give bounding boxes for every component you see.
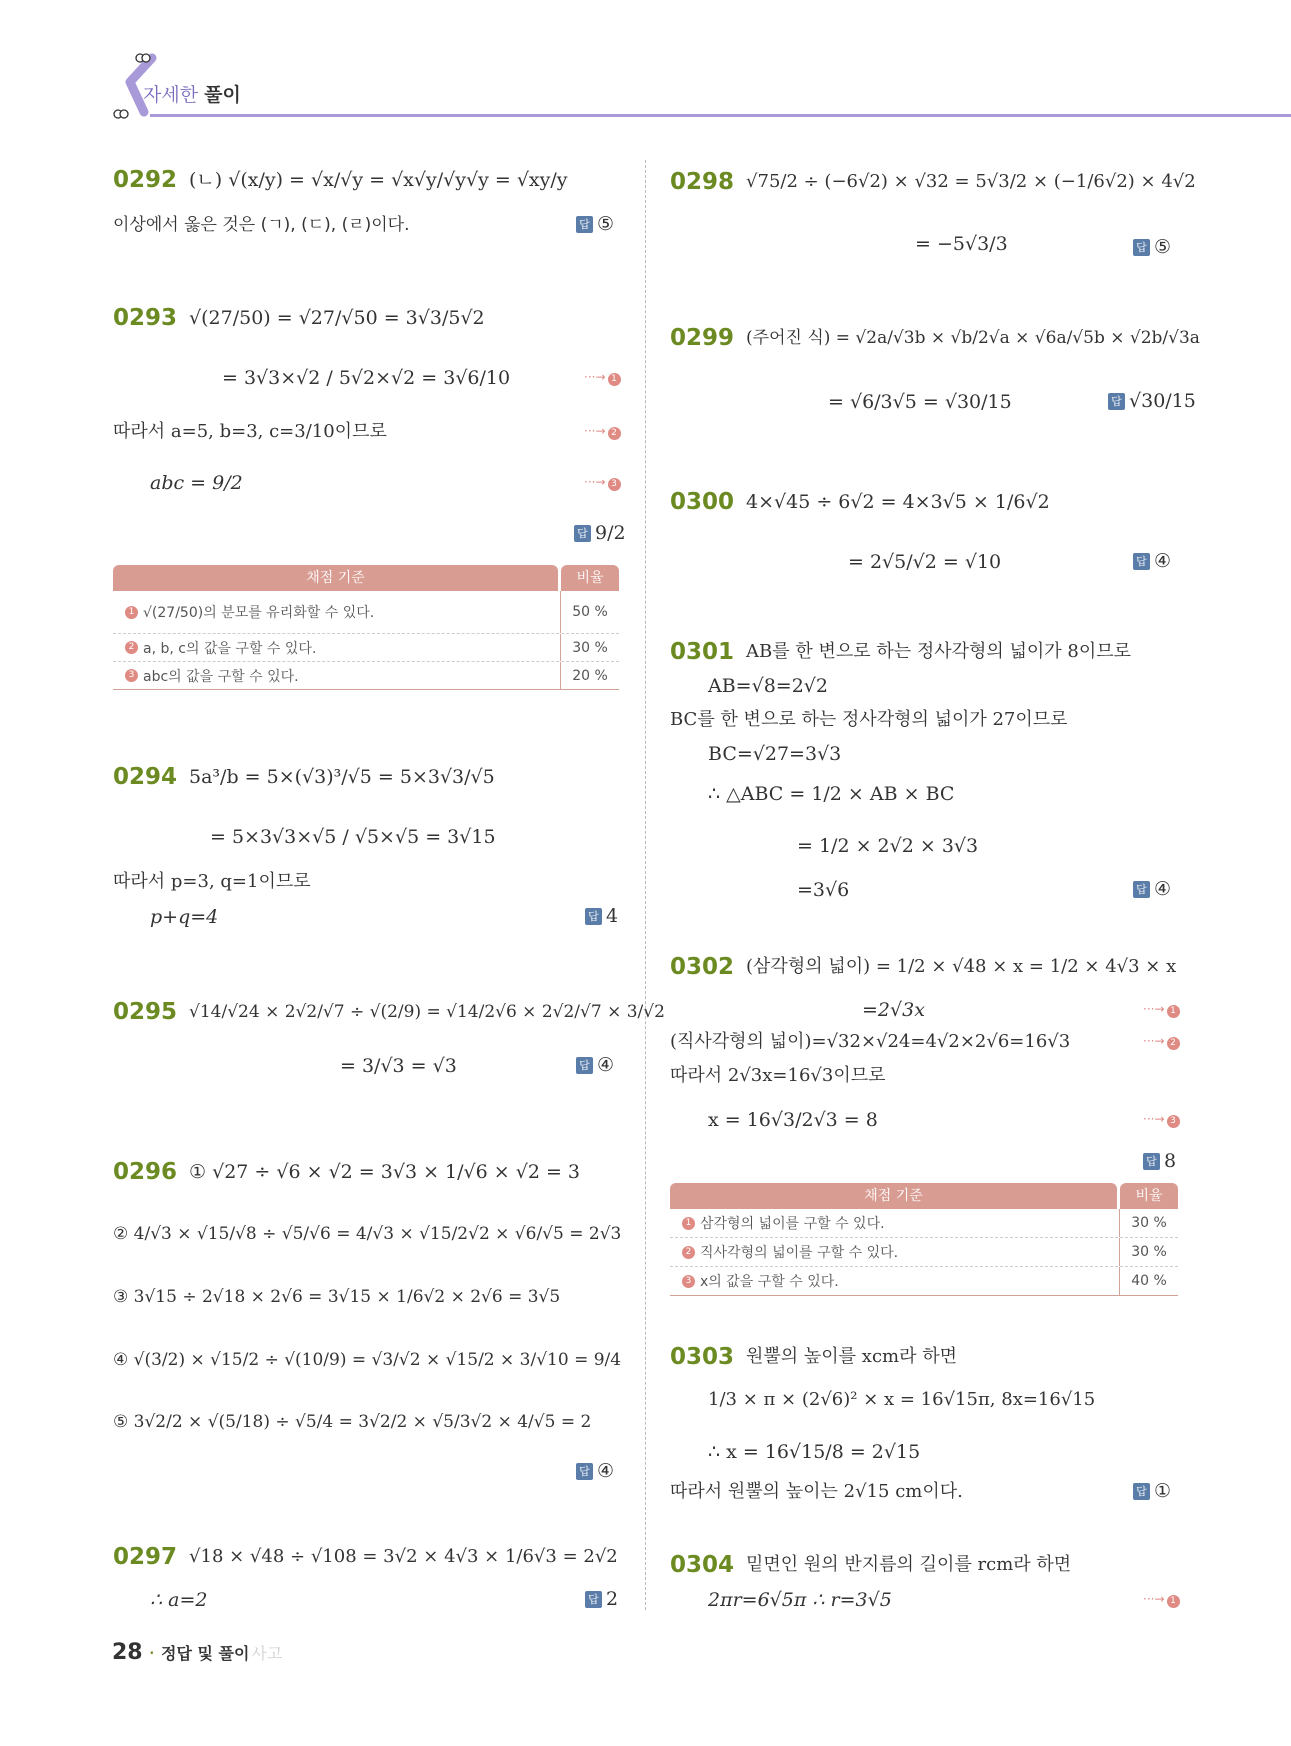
step-mark: ···→ 1: [1143, 1592, 1180, 1608]
problem-0301-line7: =3√6: [797, 879, 850, 901]
problem-0293-line2: = 3√3×√2 / 5√2×√2 = 3√6/10: [222, 367, 511, 389]
problem-0301-line1: 0301 AB를 한 변으로 하는 정사각형의 넓이가 8이므로: [670, 639, 1132, 665]
step-mark: ···→ 3: [584, 475, 621, 491]
problem-0300-line1: 0300 4×√45 ÷ 6√2 = 4×3√5 × 1/6√2: [670, 489, 1050, 515]
answer-0300: 답 ④: [1133, 550, 1171, 572]
answer-0295: 답 ④: [576, 1054, 614, 1076]
step-mark: ···→ 1: [1143, 1002, 1180, 1018]
problem-0303-line2: 1/3 × π × (2√6)² × x = 16√15π, 8x=16√15: [708, 1389, 1096, 1410]
problem-0300-line2: = 2√5/√2 = √10: [848, 551, 1002, 573]
problem-0293-line3: 따라서 a=5, b=3, c=3/10이므로: [113, 421, 387, 442]
answer-0298: 답 ⑤: [1133, 236, 1171, 258]
answer-0301: 답 ④: [1133, 878, 1171, 900]
problem-0293-line1: 0293 √(27/50) = √27/√50 = 3√3/5√2: [113, 305, 485, 331]
problem-0296-line2: ② 4/√3 × √15/√8 ÷ √5/√6 = 4/√3 × √15/2√2 × √6/√5 = 2√3: [113, 1224, 622, 1244]
problem-0302-line1: 0302 (삼각형의 넓이) = 1/2 × √48 × x = 1/2 × 4√3 × x: [670, 954, 1177, 980]
answer-0294: 답 4: [585, 905, 618, 927]
step-mark: ···→ 2: [584, 424, 621, 440]
page-footer: 28 · 정답 및 풀이 사고: [112, 1640, 283, 1665]
problem-0296-line3: ③ 3√15 ÷ 2√18 × 2√6 = 3√15 × 1/6√2 × 2√6 = 3√5: [113, 1287, 561, 1307]
header-rule: [150, 114, 1291, 117]
problem-0294-line2: = 5×3√3×√5 / √5×√5 = 3√15: [210, 826, 496, 848]
problem-0303-line3: ∴ x = 16√15/8 = 2√15: [708, 1441, 921, 1463]
problem-0301-line2: AB=√8=2√2: [708, 675, 829, 697]
problem-0298-line1: 0298 √75/2 ÷ (−6√2) × √32 = 5√3/2 × (−1/6√2) × 4√2: [670, 169, 1196, 195]
answer-0297: 답 2: [585, 1588, 618, 1610]
problem-0301-line5: ∴ △ABC = 1/2 × AB × BC: [708, 783, 955, 805]
problem-0304-line2: 2πr=6√5π ∴ r=3√5: [708, 1589, 892, 1611]
header-title: 자세한 풀이: [143, 84, 241, 106]
answer-0299: 답 √30/15: [1108, 390, 1196, 412]
problem-0302-line3: (직사각형의 넓이)=√32×√24=4√2×2√6=16√3: [670, 1031, 1071, 1052]
problem-0294-line1: 0294 5a³/b = 5×(√3)³/√5 = 5×3√3/√5: [113, 764, 495, 790]
problem-0301-line3: BC를 한 변으로 하는 정사각형의 넓이가 27이므로: [670, 709, 1068, 730]
problem-0302-line2: =2√3x: [862, 999, 925, 1021]
problem-0304-line1: 0304 밑면인 원의 반지름의 길이를 rcm라 하면: [670, 1552, 1072, 1578]
problem-0293-line4: abc = 9/2: [150, 472, 243, 494]
step-mark: ···→ 2: [1143, 1034, 1180, 1050]
step-mark: ···→ 3: [1143, 1112, 1180, 1128]
problem-0298-line2: = −5√3/3: [915, 233, 1008, 255]
problem-0294-line3: 따라서 p=3, q=1이므로: [113, 871, 311, 892]
problem-0303-line1: 0303 원뿔의 높이를 xcm라 하면: [670, 1344, 957, 1370]
problem-0297-line2: ∴ a=2: [150, 1589, 208, 1611]
problem-0299-line1: 0299 (주어진 식) = √2a/√3b × √b/2√a × √6a/√5b × √2b/√3a: [670, 325, 1200, 351]
answer-0303: 답 ①: [1133, 1480, 1171, 1502]
problem-0292-line1: 0292 (ㄴ) √(x/y) = √x/√y = √x√y/√y√y = √xy/y: [113, 167, 568, 193]
problem-0302-line4: 따라서 2√3x=16√3이므로: [670, 1065, 886, 1086]
problem-0296-line5: ⑤ 3√2/2 × √(5/18) ÷ √5/4 = 3√2/2 × √5/3√2 × 4/√5 = 2: [113, 1412, 592, 1432]
scoring-table-1: 채점 기준 비율 1 √(27/50)의 분모를 유리화할 수 있다. 50 % 2 a, b, c의 값을 구할 수 있다. 30 % 3 abc의 값을 구할 수 있다. 20 %: [113, 565, 619, 690]
answer-0302: 답 8: [1143, 1150, 1176, 1172]
problem-0295-line2: = 3/√3 = √3: [340, 1055, 457, 1077]
column-divider: [645, 160, 646, 1610]
problem-0303-line4: 따라서 원뿔의 높이는 2√15 cm이다.: [670, 1481, 963, 1502]
problem-0295-line1: 0295 √14/√24 × 2√2/√7 ÷ √(2/9) = √14/2√6 × 2√2/√7 × 3/√2: [113, 999, 665, 1025]
problem-0294-line4: p+q=4: [150, 906, 219, 928]
problem-0292-line2: 이상에서 옳은 것은 (ㄱ), (ㄷ), (ㄹ)이다.: [113, 215, 410, 235]
problem-0302-line5: x = 16√3/2√3 = 8: [708, 1109, 878, 1131]
problem-0297-line1: 0297 √18 × √48 ÷ √108 = 3√2 × 4√3 × 1/6√3 = 2√2: [113, 1544, 618, 1570]
problem-0299-line2: = √6/3√5 = √30/15: [828, 391, 1012, 413]
problem-0301-line4: BC=√27=3√3: [708, 743, 842, 765]
problem-0296-line4: ④ √(3/2) × √15/2 ÷ √(10/9) = √3/√2 × √15/2 × 3/√10 = 9/4: [113, 1350, 622, 1370]
answer-0296: 답 ④: [576, 1460, 614, 1482]
answer-0293: 답 9/2: [574, 522, 626, 544]
step-mark: ···→ 1: [584, 370, 621, 386]
scoring-table-2: 채점 기준 비율 1 삼각형의 넓이를 구할 수 있다. 30 % 2 직사각형의 넓이를 구할 수 있다. 30 % 3 x의 값을 구할 수 있다. 40 %: [670, 1183, 1178, 1296]
problem-0296-line1: 0296 ① √27 ÷ √6 × √2 = 3√3 × 1/√6 × √2 = 3: [113, 1159, 581, 1185]
answer-0292: 답 ⑤: [576, 213, 614, 235]
problem-0301-line6: = 1/2 × 2√2 × 3√3: [797, 835, 979, 857]
